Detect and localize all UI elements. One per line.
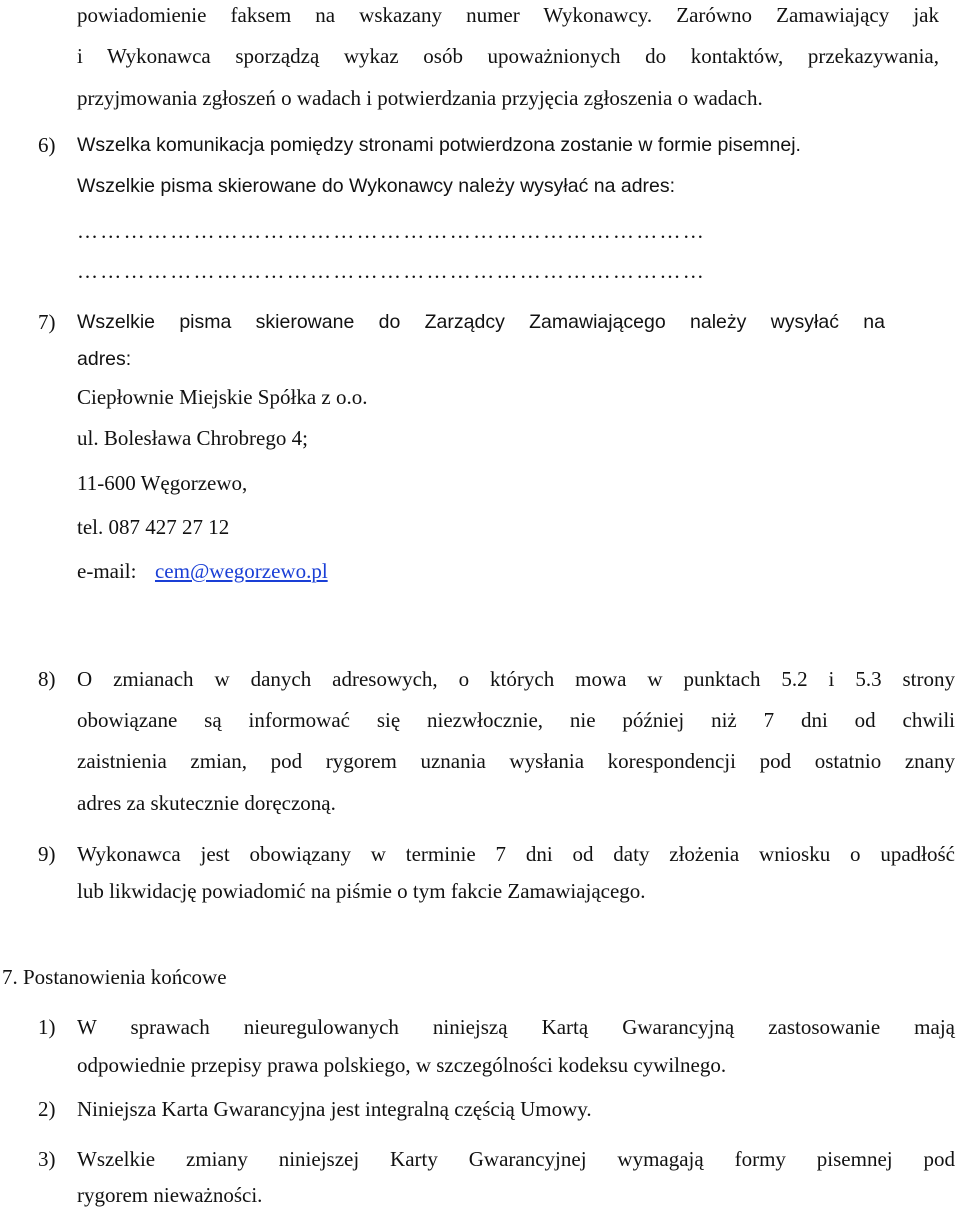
final-item-3-line-1: Wszelkie zmiany niniejszej Karty Gwarancyjnej wymagają formy pisemnej pod (77, 1147, 955, 1171)
email-label: e-mail: (77, 559, 137, 583)
address-email-row (77, 558, 328, 584)
item-8-line-4: adres za skutecznie doręczoną. (77, 791, 336, 815)
item-7-line-2: adres: (77, 348, 132, 370)
email-link[interactable]: cem@wegorzewo.pl (154, 559, 328, 583)
address-company: Ciepłownie Miejskie Spółka z o.o. (77, 385, 368, 409)
item-6-line-1: Wszelka komunikacja pomiędzy stronami potwierdzona zostanie w formie pisemnej. (77, 134, 801, 156)
address-street: ul. Bolesława Chrobrego 4; (77, 426, 308, 450)
address-city: 11-600 Węgorzewo, (77, 471, 248, 495)
item-6-line-2: Wszelkie pisma skierowane do Wykonawcy należy wysyłać na adres: (77, 175, 676, 197)
item-9-number: 9) (38, 842, 56, 866)
item-6-address-placeholder-2: ……………………………………………………………………… (77, 259, 707, 283)
item-6-number: 6) (38, 133, 56, 157)
final-item-1-line-1: W sprawach nieuregulowanych niniejszą Kartą Gwarancyjną zastosowanie mają (77, 1015, 955, 1039)
address-phone: tel. 087 427 27 12 (77, 515, 230, 539)
final-item-1-line-2: odpowiednie przepisy prawa polskiego, w szczególności kodeksu cywilnego. (77, 1053, 727, 1077)
final-item-2-number: 2) (38, 1097, 56, 1121)
final-item-1-number: 1) (38, 1015, 56, 1039)
item-9-line-1: Wykonawca jest obowiązany w terminie 7 dni od daty złożenia wniosku o upadłość (77, 842, 955, 866)
intro-line-3: przyjmowania zgłoszeń o wadach i potwierdzania przyjęcia zgłoszenia o wadach. (77, 86, 763, 110)
item-6-address-placeholder-1: ……………………………………………………………………… (77, 219, 707, 243)
intro-line-2: i Wykonawca sporządzą wykaz osób upoważnionych do kontaktów, przekazywania, (77, 44, 939, 68)
item-7-number: 7) (38, 310, 56, 334)
item-8-number: 8) (38, 667, 56, 691)
item-8-line-2: obowiązane są informować się niezwłocznie, nie później niż 7 dni od chwili (77, 708, 955, 732)
intro-line-1: powiadomienie faksem na wskazany numer Wykonawcy. Zarówno Zamawiający jak (77, 3, 939, 27)
section-heading: 7. Postanowienia końcowe (2, 965, 227, 989)
item-8-line-3: zaistnienia zmian, pod rygorem uznania wysłania korespondencji pod ostatnio znany (77, 749, 955, 773)
final-item-3-line-2: rygorem nieważności. (77, 1183, 263, 1207)
item-8-line-1: O zmianach w danych adresowych, o których mowa w punktach 5.2 i 5.3 strony (77, 667, 955, 691)
item-7-line-1: Wszelkie pisma skierowane do Zarządcy Zamawiającego należy wysyłać na (77, 311, 885, 333)
final-item-3-number: 3) (38, 1147, 56, 1171)
final-item-2-line-1: Niniejsza Karta Gwarancyjna jest integralną częścią Umowy. (77, 1097, 592, 1121)
item-9-line-2: lub likwidację powiadomić na piśmie o tym fakcie Zamawiającego. (77, 879, 646, 903)
